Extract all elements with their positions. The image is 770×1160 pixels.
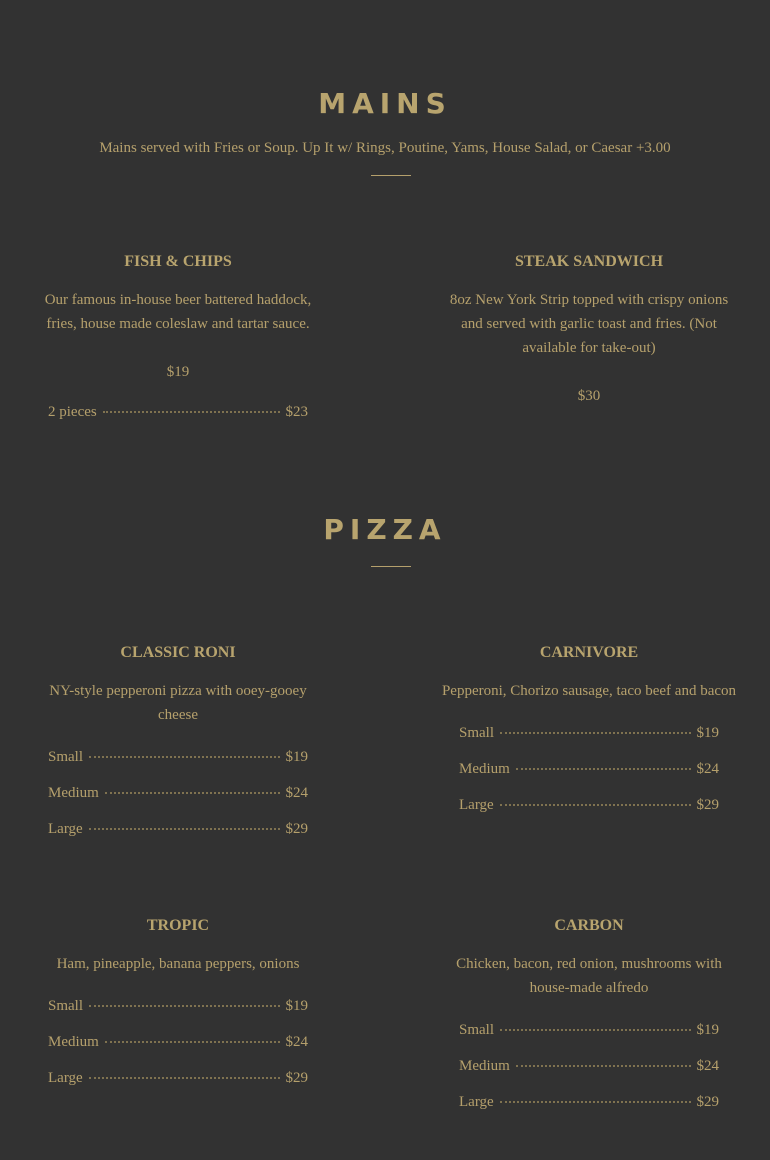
dot-leader — [500, 732, 690, 734]
option-price: $29 — [696, 797, 719, 813]
item-description: Chicken, bacon, red onion, mushrooms with house-made alfredo — [456, 956, 722, 996]
option-row — [48, 402, 308, 422]
item-description: Ham, pineapple, banana peppers, onions — [56, 956, 300, 972]
option-row — [48, 1068, 308, 1088]
item-options — [439, 1020, 739, 1112]
mains-divider — [371, 175, 411, 176]
dot-leader — [105, 1041, 280, 1043]
option-label: Medium — [459, 761, 510, 777]
dot-leader — [516, 768, 691, 770]
option-row — [48, 819, 308, 839]
dot-leader — [89, 828, 280, 830]
option-label: Large — [459, 797, 494, 813]
pizza-title: PIZZA — [323, 513, 447, 546]
option-row — [459, 795, 719, 815]
option-price: $29 — [696, 1094, 719, 1110]
item-description: Our famous in-house beer battered haddock, fries, house made coleslaw and tartar sauce. — [44, 292, 312, 332]
option-label: Small — [459, 1022, 495, 1038]
option-row — [48, 1032, 308, 1052]
dot-leader — [103, 411, 280, 413]
option-label: Medium — [48, 785, 99, 801]
option-price: $29 — [285, 821, 308, 837]
option-label: Medium — [48, 1034, 99, 1050]
item-price: $19 — [166, 364, 190, 380]
pizza-divider — [371, 566, 411, 567]
item-name: TROPIC — [146, 917, 210, 934]
dot-leader — [500, 1101, 691, 1103]
option-label: Small — [48, 749, 84, 765]
option-price: $19 — [696, 1022, 719, 1038]
option-row — [459, 723, 719, 743]
option-price: $19 — [285, 998, 308, 1014]
option-row — [459, 1092, 719, 1112]
option-label: 2 pieces — [48, 404, 97, 420]
option-row — [48, 783, 308, 803]
option-price: $24 — [285, 1034, 308, 1050]
menu-item-steak-sandwich — [439, 252, 739, 406]
mains-title: MAINS — [318, 87, 452, 120]
dot-leader — [89, 1077, 280, 1079]
option-label: Small — [459, 725, 495, 741]
dot-leader — [89, 1005, 279, 1007]
dot-leader — [500, 1029, 690, 1031]
option-row — [48, 996, 308, 1016]
item-description: Pepperoni, Chorizo sausage, taco beef and bacon — [441, 683, 737, 699]
item-name: CARBON — [554, 917, 624, 934]
option-price: $23 — [285, 404, 308, 420]
item-name: CARNIVORE — [539, 644, 639, 661]
option-row — [48, 747, 308, 767]
item-name: STEAK SANDWICH — [514, 253, 664, 270]
item-options — [28, 402, 328, 422]
dot-leader — [105, 792, 280, 794]
item-options — [28, 996, 328, 1088]
item-description: NY-style pepperoni pizza with ooey-gooey cheese — [49, 683, 307, 723]
item-options — [439, 723, 739, 815]
item-description: 8oz New York Strip topped with crispy onions and served with garlic toast and fries. (Not available for take-out) — [449, 292, 729, 356]
option-label: Medium — [459, 1058, 510, 1074]
menu-item-classic-roni — [28, 643, 328, 855]
option-label: Large — [48, 821, 83, 837]
option-price: $24 — [696, 761, 719, 777]
option-price: $24 — [696, 1058, 719, 1074]
menu-item-carnivore — [439, 643, 739, 831]
item-name: CLASSIC RONI — [120, 644, 236, 661]
menu-item-carbon — [439, 916, 739, 1128]
menu-item-tropic — [28, 916, 328, 1104]
item-options — [28, 747, 328, 839]
menu-item-fish-chips — [28, 252, 328, 438]
option-label: Small — [48, 998, 84, 1014]
option-price: $24 — [285, 785, 308, 801]
option-price: $19 — [696, 725, 719, 741]
item-price: $30 — [577, 388, 601, 404]
option-label: Large — [459, 1094, 494, 1110]
dot-leader — [500, 804, 691, 806]
item-name: FISH & CHIPS — [124, 253, 232, 270]
option-row — [459, 1056, 719, 1076]
option-row — [459, 1020, 719, 1040]
mains-subtitle: Mains served with Fries or Soup. Up It w/ Rings, Poutine, Yams, House Salad, or Caesar +3.00 — [99, 140, 671, 156]
option-price: $29 — [285, 1070, 308, 1086]
option-price: $19 — [285, 749, 308, 765]
dot-leader — [516, 1065, 691, 1067]
dot-leader — [89, 756, 279, 758]
option-row — [459, 759, 719, 779]
option-label: Large — [48, 1070, 83, 1086]
